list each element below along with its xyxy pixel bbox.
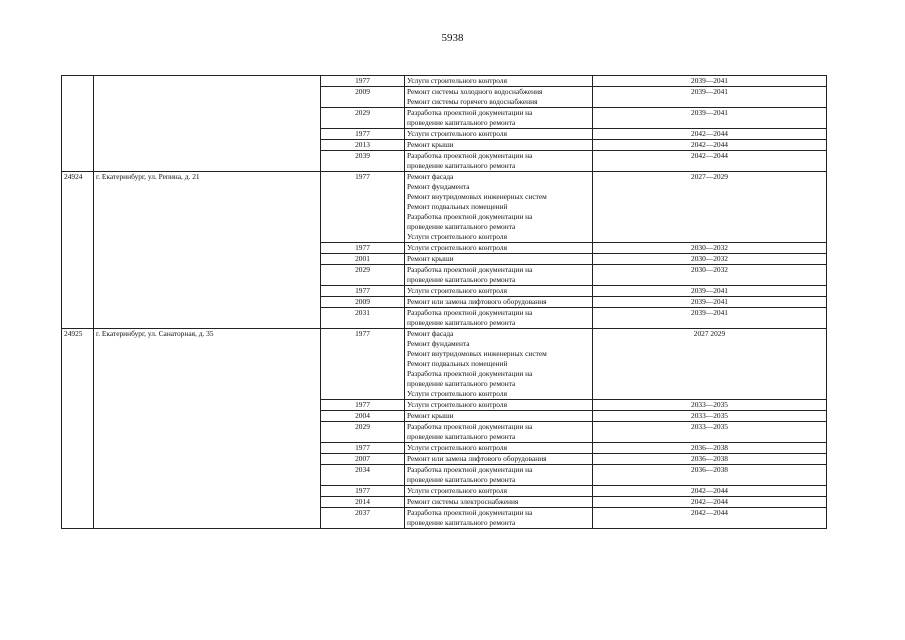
work-type-line: проведение капитального ремонта [407,118,516,127]
work-type-line: Услуги строительного контроля [407,232,507,241]
address-cell: г. Екатеринбург, ул. Санаторная, д. 35 [94,329,321,529]
work-type-cell [405,151,593,172]
address-cell: г. Екатеринбург, ул. Репина, д. 21 [94,172,321,329]
period-cell: 2039—2041 [593,108,827,129]
work-type-cell [405,172,593,243]
work-type-line: Разработка проектной документации на [407,369,533,378]
work-type-line: Услуги строительного контроля [407,389,507,398]
house-number-cell: 24925 [62,329,94,529]
work-type-cell [405,411,593,422]
work-type-line: Ремонт фасада [407,172,454,181]
period-cell: 2033—2035 [593,411,827,422]
work-type-cell [405,286,593,297]
house-number-cell: 24924 [62,172,94,329]
work-type-cell [405,443,593,454]
year-cell: 1977 [321,400,405,411]
work-type-line: Ремонт внутридомовых инженерных систем [407,349,547,358]
year-cell: 2009 [321,87,405,108]
work-type-line: Ремонт системы холодного водоснабжения [407,87,543,96]
work-type-line: Ремонт подвальных помещений [407,202,508,211]
period-cell: 2033—2035 [593,400,827,411]
year-cell: 2037 [321,508,405,529]
period-cell: 2039—2041 [593,286,827,297]
page-number: 5938 [441,32,464,44]
period-cell: 2036—2038 [593,465,827,486]
work-type-cell [405,486,593,497]
house-number-cell [62,76,94,172]
period-cell: 2042—2044 [593,140,827,151]
work-type-line: Ремонт внутридомовых инженерных систем [407,192,547,201]
work-type-cell [405,297,593,308]
work-type-line: проведение капитального ремонта [407,318,516,327]
period-cell: 2036—2038 [593,443,827,454]
work-type-line: проведение капитального ремонта [407,275,516,284]
work-type-line: Ремонт или замена лифтового оборудования [407,454,547,463]
work-type-line: Ремонт фундамента [407,182,470,191]
work-type-line: Ремонт или замена лифтового оборудования [407,297,547,306]
period-cell: 2042—2044 [593,151,827,172]
work-type-cell [405,465,593,486]
work-type-cell [405,108,593,129]
year-cell: 1977 [321,172,405,243]
year-cell: 2034 [321,465,405,486]
year-cell: 2029 [321,108,405,129]
work-type-line: Ремонт крыши [407,140,454,149]
work-type-cell [405,265,593,286]
capital-repair-table [61,75,827,529]
year-cell: 1977 [321,329,405,400]
year-cell: 1977 [321,486,405,497]
year-cell: 2009 [321,297,405,308]
table-body [62,76,827,529]
year-cell: 2029 [321,265,405,286]
year-cell: 2001 [321,254,405,265]
period-cell: 2042—2044 [593,486,827,497]
work-type-line: Ремонт системы электроснабжения [407,497,519,506]
work-type-cell [405,76,593,87]
work-type-line: Услуги строительного контроля [407,486,507,495]
work-type-line: проведение капитального ремонта [407,475,516,484]
work-type-line: Разработка проектной документации на [407,508,533,517]
work-type-line: Разработка проектной документации на [407,465,533,474]
work-type-line: Разработка проектной документации на [407,422,533,431]
period-cell: 2027—2029 [593,172,827,243]
work-type-cell [405,454,593,465]
period-cell: 2039—2041 [593,87,827,108]
work-type-cell [405,129,593,140]
table-row [62,172,827,243]
year-cell: 2014 [321,497,405,508]
work-type-line: Разработка проектной документации на [407,151,533,160]
work-type-cell [405,497,593,508]
period-cell: 2030—2032 [593,243,827,254]
period-cell: 2027 2029 [593,329,827,400]
work-type-line: Ремонт фундамента [407,339,470,348]
work-type-line: Ремонт системы горячего водоснабжения [407,97,538,106]
period-cell: 2039—2041 [593,297,827,308]
period-cell: 2030—2032 [593,265,827,286]
work-type-line: проведение капитального ремонта [407,161,516,170]
work-type-line: проведение капитального ремонта [407,432,516,441]
work-type-cell [405,243,593,254]
work-type-cell [405,87,593,108]
work-type-line: Ремонт крыши [407,411,454,420]
work-type-line: Услуги строительного контроля [407,286,507,295]
work-type-line: Услуги строительного контроля [407,129,507,138]
work-type-cell [405,254,593,265]
work-type-line: Услуги строительного контроля [407,76,507,85]
work-type-cell [405,400,593,411]
work-type-line: проведение капитального ремонта [407,379,516,388]
period-cell: 2042—2044 [593,497,827,508]
work-type-cell [405,140,593,151]
period-cell: 2036—2038 [593,454,827,465]
work-type-line: Ремонт подвальных помещений [407,359,508,368]
year-cell: 2013 [321,140,405,151]
address-cell [94,76,321,172]
year-cell: 1977 [321,129,405,140]
year-cell: 1977 [321,243,405,254]
year-cell: 1977 [321,443,405,454]
year-cell: 2039 [321,151,405,172]
table-row [62,76,827,87]
work-type-line: Разработка проектной документации на [407,265,533,274]
period-cell: 2033—2035 [593,422,827,443]
work-type-cell [405,508,593,529]
period-cell: 2030—2032 [593,254,827,265]
work-type-line: Услуги строительного контроля [407,243,507,252]
work-type-line: Разработка проектной документации на [407,308,533,317]
year-cell: 2004 [321,411,405,422]
period-cell: 2039—2041 [593,308,827,329]
work-type-line: Ремонт фасада [407,329,454,338]
year-cell: 2029 [321,422,405,443]
work-type-line: проведение капитального ремонта [407,518,516,527]
year-cell: 2031 [321,308,405,329]
year-cell: 1977 [321,286,405,297]
period-cell: 2042—2044 [593,129,827,140]
work-type-line: Разработка проектной документации на [407,212,533,221]
year-cell: 2007 [321,454,405,465]
work-type-line: Услуги строительного контроля [407,400,507,409]
work-type-line: проведение капитального ремонта [407,222,516,231]
period-cell: 2039—2041 [593,76,827,87]
work-type-line: Разработка проектной документации на [407,108,533,117]
work-type-cell [405,308,593,329]
work-type-line: Ремонт крыши [407,254,454,263]
work-type-cell [405,422,593,443]
work-type-line: Услуги строительного контроля [407,443,507,452]
year-cell: 1977 [321,76,405,87]
period-cell: 2042—2044 [593,508,827,529]
table-row [62,329,827,400]
work-type-cell [405,329,593,400]
